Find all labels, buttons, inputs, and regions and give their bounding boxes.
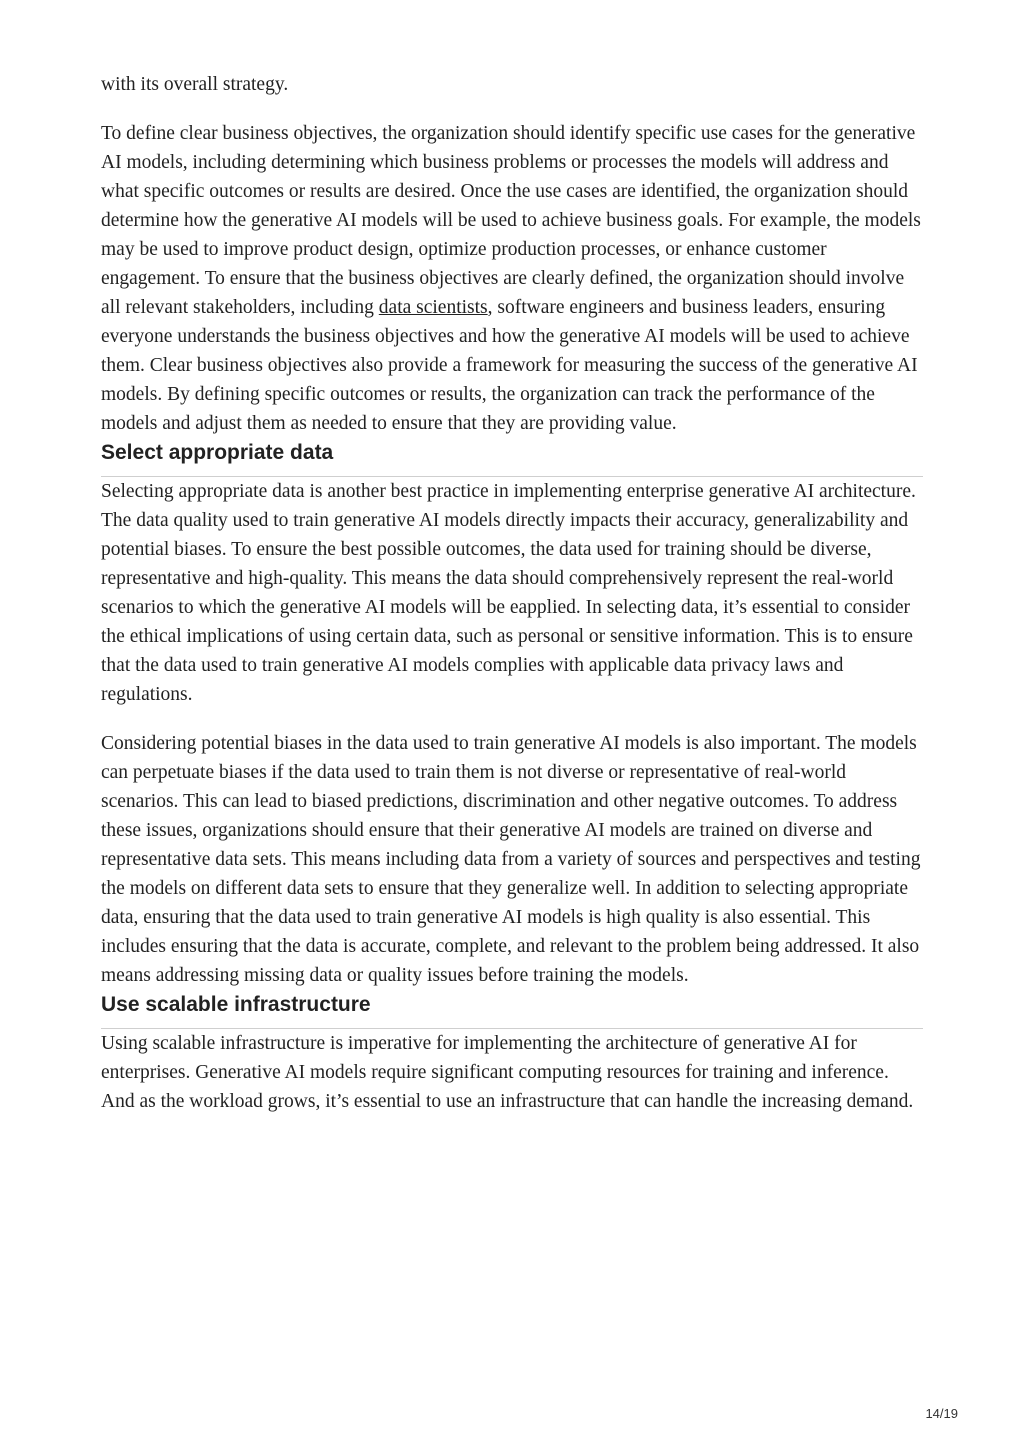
paragraph-text: , software engineers and business leaders, ensuring everyone understands the business objectives and how the generative AI models will be used to achieve them. Clear business objectives also provide a framework for measuring the success of the generative AI models. By defining specific outcomes or results, the organization can track the performance of the models and adjust them as needed to ensure that they are providing value. [101, 297, 918, 434]
paragraph-continuation: with its overall strategy. [101, 74, 289, 95]
data-scientists-link[interactable]: data scientists [378, 297, 488, 318]
section-heading-select-data: Select appropriate data [101, 438, 923, 477]
page-number: 14/19 [925, 1406, 958, 1421]
document-page [101, 70, 923, 1116]
paragraph-text: To define clear business objectives, the organization should identify specific use cases for the generative AI models, including determining which business problems or processes the models will address and what specific outcomes or results are desired. Once the use cases are identified, the organization should determine how the generative AI models will be used to achieve business goals. For example, the models may be used to improve product design, optimize production processes, or enhance customer engagement. To ensure that the business objectives are clearly defined, the organization should involve all relevant stakeholders, including [101, 123, 921, 318]
paragraph-scalable-infrastructure: Using scalable infrastructure is imperative for implementing the architecture of generative AI for enterprises. Generative AI models require significant computing resources for training and inference. And as the workload grows, it’s essential to use an infrastructure that can handle the increasing demand. [101, 1033, 914, 1112]
paragraph-selecting-data: Selecting appropriate data is another best practice in implementing enterprise generative AI architecture. The data quality used to train generative AI models directly impacts their accuracy, generalizability and potential biases. To ensure the best possible outcomes, the data used for training should be diverse, representative and high-quality. This means the data should comprehensively represent the real-world scenarios to which the generative AI models will be eapplied. In selecting data, it’s essential to consider the ethical implications of using certain data, such as personal or sensitive information. This is to ensure that the data used to train generative AI models complies with applicable data privacy laws and regulations. [101, 481, 916, 705]
paragraph-potential-biases: Considering potential biases in the data used to train generative AI models is also important. The models can perpetuate biases if the data used to train them is not diverse or representative of real-world scenarios. This can lead to biased predictions, discrimination and other negative outcomes. To address these issues, organizations should ensure that their generative AI models are trained on diverse and representative data sets. This means including data from a variety of sources and perspectives and testing the models on different data sets to ensure that they generalize well. In addition to selecting appropriate data, ensuring that the data used to train generative AI models is high quality is also essential. This includes ensuring that the data is accurate, complete, and relevant to the problem being addressed. It also means addressing missing data or quality issues before training the models. [101, 733, 921, 986]
section-heading-scalable-infrastructure: Use scalable infrastructure [101, 990, 923, 1029]
paragraph-business-objectives [101, 119, 923, 438]
